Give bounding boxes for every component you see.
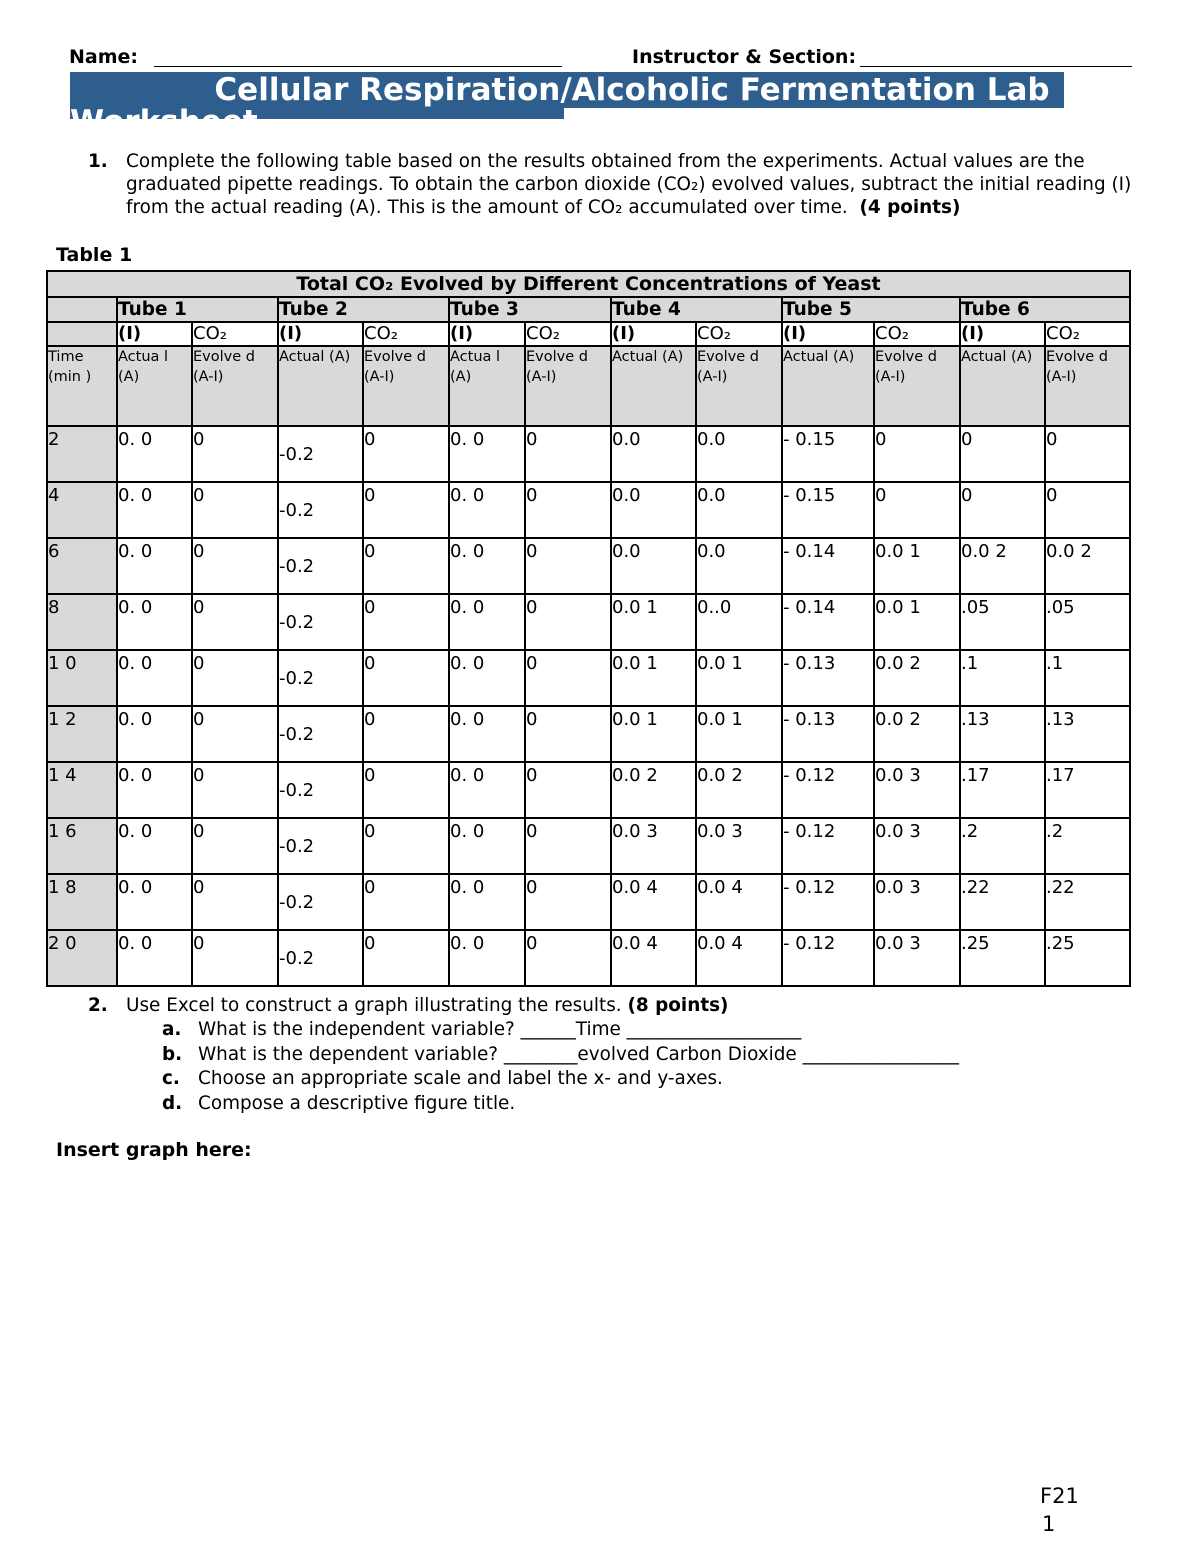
tube-header: Tube 5 bbox=[782, 297, 960, 322]
value-cell: 0. 0 bbox=[117, 874, 192, 930]
value-cell: .17 bbox=[960, 762, 1045, 818]
value-cell: -0.2 bbox=[278, 426, 363, 482]
value-cell: -0.2 bbox=[278, 762, 363, 818]
value-cell: 0.0 2 bbox=[960, 538, 1045, 594]
question-2-points: (8 points) bbox=[627, 995, 729, 1016]
value-cell: 0 bbox=[525, 930, 611, 986]
value-cell: .13 bbox=[960, 706, 1045, 762]
value-cell: 0 bbox=[363, 426, 449, 482]
value-cell: 0 bbox=[525, 594, 611, 650]
question-2-item bbox=[162, 1043, 1138, 1068]
value-cell: 0 bbox=[192, 650, 278, 706]
value-cell: 0 bbox=[525, 818, 611, 874]
initial-header: (I) bbox=[960, 322, 1045, 346]
question-2 bbox=[88, 994, 1138, 1116]
value-cell: 0. 0 bbox=[117, 650, 192, 706]
evolved-header: Evolve d (A-I) bbox=[192, 346, 278, 426]
co2-header: CO₂ bbox=[363, 322, 449, 346]
initial-header: (I) bbox=[278, 322, 363, 346]
value-cell: 0.0 2 bbox=[1045, 538, 1130, 594]
value-cell: -0.2 bbox=[278, 874, 363, 930]
value-cell: 0 bbox=[363, 594, 449, 650]
table-row bbox=[47, 482, 1130, 538]
time-cell: 4 bbox=[47, 482, 117, 538]
actual-header: Actual (A) bbox=[611, 346, 696, 426]
value-cell: .1 bbox=[960, 650, 1045, 706]
value-cell: -0.2 bbox=[278, 482, 363, 538]
value-cell: 0 bbox=[363, 538, 449, 594]
value-cell: 0 bbox=[192, 818, 278, 874]
value-cell: - 0.12 bbox=[782, 874, 874, 930]
time-cell: 2 bbox=[47, 426, 117, 482]
value-cell: 0 bbox=[525, 538, 611, 594]
value-cell: 0 bbox=[525, 650, 611, 706]
value-cell: 0 bbox=[525, 482, 611, 538]
value-cell: - 0.14 bbox=[782, 538, 874, 594]
value-cell: -0.2 bbox=[278, 706, 363, 762]
value-cell: 0.0 3 bbox=[874, 762, 960, 818]
initial-header: (I) bbox=[782, 322, 874, 346]
value-cell: .2 bbox=[960, 818, 1045, 874]
table-row bbox=[47, 426, 1130, 482]
actual-header: Actual (A) bbox=[782, 346, 874, 426]
name-label: Name: bbox=[69, 46, 139, 68]
question-1-text: Complete the following table based on the results obtained from the experiments. Actual values are the graduated pipette readings. To obtain the carbon dioxide (CO₂) evolved values, subtract the initial reading (I) from the actual reading (A). This is the amount of CO₂ accumulated over time. bbox=[126, 151, 1132, 218]
co2-header: CO₂ bbox=[192, 322, 278, 346]
evolved-header: Evolve d (A-I) bbox=[1045, 346, 1130, 426]
value-cell: 0 bbox=[192, 874, 278, 930]
section-field[interactable] bbox=[860, 66, 1132, 67]
value-cell: .05 bbox=[1045, 594, 1130, 650]
value-cell: 0.0 3 bbox=[611, 818, 696, 874]
co2-header: CO₂ bbox=[696, 322, 782, 346]
question-2-number: 2. bbox=[88, 995, 108, 1016]
value-cell: 0.0 1 bbox=[696, 650, 782, 706]
co2-header: CO₂ bbox=[1045, 322, 1130, 346]
item-text: Choose an appropriate scale and label the x- and y-axes. bbox=[198, 1068, 723, 1089]
value-cell: 0. 0 bbox=[117, 818, 192, 874]
value-cell: 0 bbox=[192, 594, 278, 650]
value-cell: -0.2 bbox=[278, 818, 363, 874]
value-cell: .25 bbox=[1045, 930, 1130, 986]
value-cell: 0. 0 bbox=[449, 538, 525, 594]
value-cell: - 0.13 bbox=[782, 650, 874, 706]
tube-header: Tube 1 bbox=[117, 297, 278, 322]
value-cell: 0. 0 bbox=[449, 930, 525, 986]
initial-header: (I) bbox=[449, 322, 525, 346]
corner-cell bbox=[47, 322, 117, 346]
value-cell: .22 bbox=[1045, 874, 1130, 930]
value-cell: 0. 0 bbox=[449, 426, 525, 482]
value-cell: 0. 0 bbox=[117, 762, 192, 818]
value-cell: 0 bbox=[960, 482, 1045, 538]
value-cell: 0.0 2 bbox=[696, 762, 782, 818]
value-cell: 0. 0 bbox=[117, 426, 192, 482]
value-cell: .25 bbox=[960, 930, 1045, 986]
co2-header: CO₂ bbox=[525, 322, 611, 346]
value-cell: 0.0 2 bbox=[874, 706, 960, 762]
item-letter: c. bbox=[162, 1068, 180, 1089]
insert-graph-label: Insert graph here: bbox=[56, 1139, 252, 1161]
value-cell: 0..0 bbox=[696, 594, 782, 650]
co2-header: CO₂ bbox=[874, 322, 960, 346]
item-letter: b. bbox=[162, 1043, 183, 1065]
value-cell: 0.0 3 bbox=[874, 818, 960, 874]
time-cell: 1 0 bbox=[47, 650, 117, 706]
name-field[interactable] bbox=[154, 66, 562, 67]
title-banner-overflow bbox=[70, 104, 564, 140]
value-cell: 0 bbox=[525, 874, 611, 930]
value-cell: 0.0 4 bbox=[696, 930, 782, 986]
value-cell: - 0.15 bbox=[782, 482, 874, 538]
value-cell: -0.2 bbox=[278, 538, 363, 594]
table-row bbox=[47, 818, 1130, 874]
value-cell: 0.0 bbox=[611, 426, 696, 482]
value-cell: .22 bbox=[960, 874, 1045, 930]
time-cell: 1 4 bbox=[47, 762, 117, 818]
value-cell: 0 bbox=[192, 930, 278, 986]
table-row bbox=[47, 706, 1130, 762]
tube-header: Tube 3 bbox=[449, 297, 611, 322]
value-cell: 0.0 1 bbox=[611, 594, 696, 650]
value-cell: 0 bbox=[363, 874, 449, 930]
time-cell: 1 6 bbox=[47, 818, 117, 874]
value-cell: 0.0 1 bbox=[611, 706, 696, 762]
value-cell: 0 bbox=[525, 706, 611, 762]
evolved-header: Evolve d (A-I) bbox=[696, 346, 782, 426]
actual-header: Actua l (A) bbox=[449, 346, 525, 426]
value-cell: -0.2 bbox=[278, 650, 363, 706]
value-cell: 0.0 bbox=[611, 482, 696, 538]
value-cell: 0 bbox=[525, 426, 611, 482]
value-cell: 0.0 bbox=[696, 482, 782, 538]
tube-header: Tube 4 bbox=[611, 297, 782, 322]
footer-code: F21 bbox=[1040, 1484, 1079, 1508]
value-cell: 0. 0 bbox=[449, 650, 525, 706]
table-row bbox=[47, 650, 1130, 706]
value-cell: .05 bbox=[960, 594, 1045, 650]
item-text: What is the dependent variable? ________evolved Carbon Dioxide _________________ bbox=[198, 1043, 959, 1065]
value-cell: - 0.12 bbox=[782, 762, 874, 818]
table-caption: Total CO₂ Evolved by Different Concentrations of Yeast bbox=[47, 271, 1130, 297]
value-cell: 0.0 2 bbox=[874, 650, 960, 706]
value-cell: .17 bbox=[1045, 762, 1130, 818]
time-cell: 2 0 bbox=[47, 930, 117, 986]
question-2-item bbox=[162, 1092, 1138, 1117]
value-cell: 0 bbox=[525, 762, 611, 818]
value-cell: 0 bbox=[192, 482, 278, 538]
value-cell: 0 bbox=[363, 930, 449, 986]
table-label: Table 1 bbox=[56, 244, 133, 266]
value-cell: 0.0 1 bbox=[696, 706, 782, 762]
value-cell: 0 bbox=[192, 426, 278, 482]
value-cell: 0 bbox=[363, 818, 449, 874]
evolved-header: Evolve d (A-I) bbox=[363, 346, 449, 426]
value-cell: 0.0 4 bbox=[696, 874, 782, 930]
value-cell: .2 bbox=[1045, 818, 1130, 874]
actual-header: Actual (A) bbox=[960, 346, 1045, 426]
value-cell: 0 bbox=[363, 762, 449, 818]
table-row bbox=[47, 594, 1130, 650]
value-cell: 0.0 3 bbox=[874, 874, 960, 930]
item-text: What is the independent variable? ______Time ___________________ bbox=[198, 1019, 802, 1040]
page-title: Cellular Respiration/Alcoholic Fermentation Lab bbox=[214, 72, 1050, 108]
time-cell: 6 bbox=[47, 538, 117, 594]
value-cell: 0 bbox=[363, 650, 449, 706]
value-cell: -0.2 bbox=[278, 594, 363, 650]
value-cell: 0. 0 bbox=[117, 930, 192, 986]
time-header: Time (min ) bbox=[47, 346, 117, 426]
time-cell: 8 bbox=[47, 594, 117, 650]
value-cell: 0. 0 bbox=[449, 874, 525, 930]
evolved-header: Evolve d (A-I) bbox=[525, 346, 611, 426]
question-2-text: Use Excel to construct a graph illustrating the results. bbox=[126, 995, 622, 1016]
item-letter: d. bbox=[162, 1092, 183, 1114]
value-cell: 0. 0 bbox=[449, 762, 525, 818]
value-cell: 0 bbox=[192, 762, 278, 818]
question-1 bbox=[88, 150, 1138, 219]
question-1-points: (4 points) bbox=[859, 197, 961, 218]
value-cell: - 0.12 bbox=[782, 818, 874, 874]
value-cell: 0.0 4 bbox=[611, 930, 696, 986]
value-cell: .13 bbox=[1045, 706, 1130, 762]
item-text: Compose a descriptive figure title. bbox=[198, 1092, 516, 1114]
value-cell: .1 bbox=[1045, 650, 1130, 706]
value-cell: 0 bbox=[192, 706, 278, 762]
value-cell: 0 bbox=[192, 538, 278, 594]
value-cell: 0. 0 bbox=[449, 818, 525, 874]
value-cell: 0. 0 bbox=[449, 706, 525, 762]
table-row bbox=[47, 930, 1130, 986]
value-cell: 0.0 3 bbox=[874, 930, 960, 986]
evolved-header: Evolve d (A-I) bbox=[874, 346, 960, 426]
value-cell: 0 bbox=[874, 482, 960, 538]
value-cell: 0.0 2 bbox=[611, 762, 696, 818]
actual-header: Actua l (A) bbox=[117, 346, 192, 426]
value-cell: - 0.15 bbox=[782, 426, 874, 482]
tube-header: Tube 6 bbox=[960, 297, 1130, 322]
page-title-continued: Worksheet bbox=[70, 104, 258, 140]
value-cell: 0 bbox=[363, 706, 449, 762]
value-cell: - 0.12 bbox=[782, 930, 874, 986]
item-letter: a. bbox=[162, 1019, 182, 1040]
value-cell: 0.0 1 bbox=[874, 594, 960, 650]
value-cell: 0 bbox=[960, 426, 1045, 482]
question-2-item bbox=[162, 1018, 1138, 1043]
value-cell: 0.0 4 bbox=[611, 874, 696, 930]
value-cell: - 0.13 bbox=[782, 706, 874, 762]
value-cell: 0.0 bbox=[611, 538, 696, 594]
question-2-item bbox=[162, 1067, 1138, 1092]
co2-table bbox=[46, 270, 1131, 987]
value-cell: 0 bbox=[1045, 482, 1130, 538]
title-banner bbox=[70, 72, 1064, 108]
time-cell: 1 2 bbox=[47, 706, 117, 762]
question-1-number: 1. bbox=[88, 151, 108, 172]
value-cell: 0.0 1 bbox=[611, 650, 696, 706]
value-cell: 0.0 1 bbox=[874, 538, 960, 594]
value-cell: 0. 0 bbox=[449, 482, 525, 538]
value-cell: 0. 0 bbox=[117, 594, 192, 650]
value-cell: 0 bbox=[363, 482, 449, 538]
table-row bbox=[47, 762, 1130, 818]
value-cell: 0 bbox=[1045, 426, 1130, 482]
table-row bbox=[47, 874, 1130, 930]
value-cell: - 0.14 bbox=[782, 594, 874, 650]
value-cell: 0 bbox=[874, 426, 960, 482]
initial-header: (I) bbox=[117, 322, 192, 346]
value-cell: 0.0 bbox=[696, 538, 782, 594]
initial-header: (I) bbox=[611, 322, 696, 346]
value-cell: -0.2 bbox=[278, 930, 363, 986]
table-row bbox=[47, 538, 1130, 594]
actual-header: Actual (A) bbox=[278, 346, 363, 426]
footer-page: 1 bbox=[1042, 1512, 1056, 1536]
value-cell: 0. 0 bbox=[449, 594, 525, 650]
corner-cell bbox=[47, 297, 117, 322]
value-cell: 0. 0 bbox=[117, 538, 192, 594]
value-cell: 0. 0 bbox=[117, 482, 192, 538]
section-label: Instructor & Section: bbox=[632, 46, 857, 68]
value-cell: 0. 0 bbox=[117, 706, 192, 762]
tube-header: Tube 2 bbox=[278, 297, 449, 322]
value-cell: 0.0 3 bbox=[696, 818, 782, 874]
value-cell: 0.0 bbox=[696, 426, 782, 482]
time-cell: 1 8 bbox=[47, 874, 117, 930]
